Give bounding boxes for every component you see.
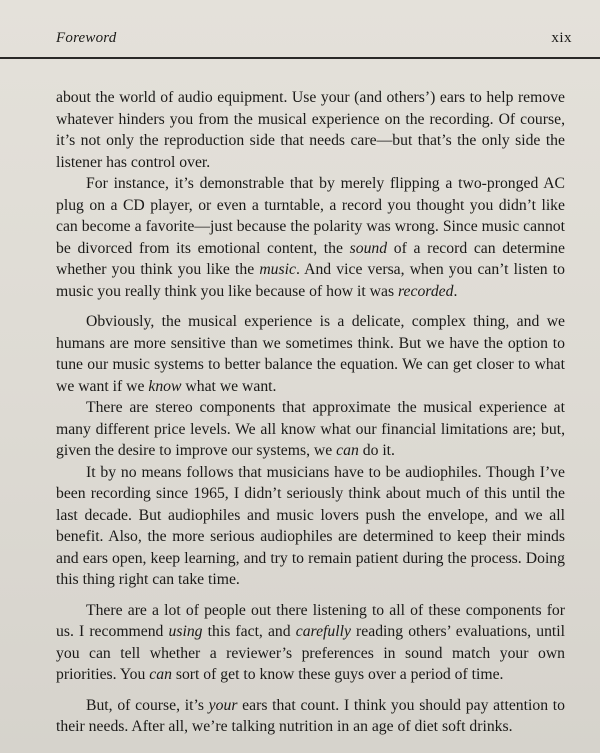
text-run: of a record can determine whether you think you like the <box>56 239 565 278</box>
text-run: There are stereo components that approximate the musical experience at many different price levels. We all know what our financial limitations are; but, given the desire to improve our systems, we <box>56 399 565 459</box>
text-run: It by no means follows that musicians have to be audiophiles. Though I’ve been recording since 1965, I didn’t seriously think about much of this until the last decade. But audiophiles and music lovers push the envelope, and we all benefit. Also, the more serious audiophiles are determined to keep their minds and ears open, keep learning, and try to remain patient during the process. Doing this thing right can take time. <box>56 463 565 588</box>
running-head <box>56 30 572 54</box>
text-run: reading others’ evaluations, until you can tell whether a reviewer’s preferences in sound match your own priorities. You <box>56 623 565 683</box>
text-run: ears that count. I think you should pay attention to their needs. After all, we’re talking nutrition in an age of diet soft drinks. <box>56 696 565 735</box>
emphasis-run: can <box>149 666 172 683</box>
header-rule <box>0 57 600 59</box>
text-run: this fact, and <box>202 623 296 640</box>
page-number: xix <box>551 30 572 46</box>
text-run: do it. <box>358 442 395 459</box>
emphasis-run: carefully <box>295 623 351 640</box>
paragraph-5 <box>56 462 565 591</box>
paragraph-2 <box>56 173 565 302</box>
paragraph-7 <box>56 695 565 738</box>
text-run: what we want. <box>181 377 277 395</box>
emphasis-run: can <box>336 442 359 459</box>
text-run: about the world of audio equipment. Use your (and others’) ears to help remove whatever hinders you from the musical experience on the recording. Of course, it’s not only the reproduction side that needs care—but that’s the only side the listener has control over. <box>56 89 565 171</box>
emphasis-run: know <box>148 377 182 395</box>
text-run: There are a lot of people out there listening to all of these components for us. I recommend <box>56 601 565 640</box>
paragraph-4 <box>56 397 565 462</box>
text-run: For instance, it’s demonstrable that by merely flipping a two-pronged AC plug on a CD player, or even a turntable, a record you thought you didn’t like can become a favorite—just because the polarity was wrong. Since music cannot be divorced from its emotional content, the <box>56 175 565 257</box>
text-run: But, of course, it’s <box>86 696 209 714</box>
section-title: Foreword <box>56 30 117 46</box>
emphasis-run: sound <box>349 239 388 257</box>
text-run: sort of get to know these guys over a period of time. <box>171 666 504 683</box>
text-run: . <box>453 282 458 300</box>
paragraph-6 <box>56 600 565 686</box>
emphasis-run: using <box>168 623 203 640</box>
text-run: Obviously, the musical experience is a delicate, complex thing, and we humans are more sensitive than we sometimes think. But we have the option to tune our music systems to better balance the equation. We can get closer to what we want if we <box>56 313 565 395</box>
body-text <box>56 87 565 738</box>
paragraph-1 <box>56 87 565 173</box>
emphasis-run: recorded <box>398 282 454 300</box>
emphasis-run: music <box>259 261 296 278</box>
emphasis-run: your <box>208 696 238 714</box>
paragraph-3 <box>56 311 565 397</box>
text-run: . And vice versa, when you can’t listen to music you really think you like because of how it was <box>56 261 565 300</box>
